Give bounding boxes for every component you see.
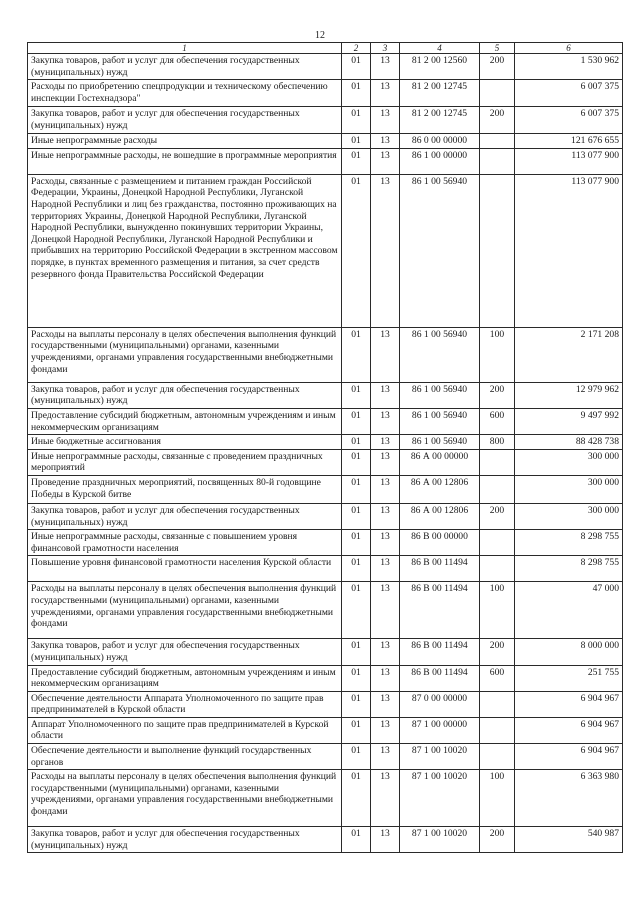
col-header-amount: 6 xyxy=(515,43,623,54)
amount-cell: 8 000 000 xyxy=(515,639,623,665)
subsection-cell: 13 xyxy=(371,717,400,743)
amount-cell: 1 530 962 xyxy=(515,54,623,80)
section-cell: 01 xyxy=(342,556,371,582)
section-cell: 01 xyxy=(342,691,371,717)
expense-type-cell: 600 xyxy=(480,408,515,434)
subsection-cell: 13 xyxy=(371,691,400,717)
expense-name-cell: Предоставление субсидий бюджетным, автономным учреждениям и иным некоммерческим организациям xyxy=(28,665,342,691)
table-row xyxy=(28,449,623,475)
table-row xyxy=(28,54,623,80)
col-header-section: 2 xyxy=(342,43,371,54)
expense-name-cell: Закупка товаров, работ и услуг для обеспечения государственных (муниципальных) нужд xyxy=(28,827,342,853)
expense-type-cell: 600 xyxy=(480,665,515,691)
table-body xyxy=(28,54,623,853)
table-row xyxy=(28,408,623,434)
subsection-cell: 13 xyxy=(371,174,400,327)
expense-type-cell: 200 xyxy=(480,382,515,408)
expense-name-cell: Расходы на выплаты персоналу в целях обеспечения выполнения функций государственными (муниципальными) органами, казенными учреждениями, органами управления государственными внебюджетными фондами xyxy=(28,582,342,639)
target-article-cell: 86 В 00 11494 xyxy=(400,582,480,639)
expense-name-cell: Иные непрограммные расходы, связанные с повышением уровня финансовой грамотности населения xyxy=(28,530,342,556)
amount-cell: 300 000 xyxy=(515,475,623,503)
expense-type-cell: 100 xyxy=(480,770,515,827)
amount-cell: 8 298 755 xyxy=(515,530,623,556)
table-row xyxy=(28,327,623,382)
section-cell: 01 xyxy=(342,107,371,134)
amount-cell: 12 979 962 xyxy=(515,382,623,408)
target-article-cell: 87 1 00 00000 xyxy=(400,717,480,743)
section-cell: 01 xyxy=(342,582,371,639)
section-cell: 01 xyxy=(342,449,371,475)
expense-type-cell: 200 xyxy=(480,107,515,134)
col-header-expense-type: 5 xyxy=(480,43,515,54)
subsection-cell: 13 xyxy=(371,582,400,639)
expense-type-cell: 200 xyxy=(480,639,515,665)
amount-cell: 540 987 xyxy=(515,827,623,853)
amount-cell: 6 904 967 xyxy=(515,691,623,717)
expense-type-cell xyxy=(480,134,515,149)
expense-type-cell: 800 xyxy=(480,435,515,450)
col-header-name: 1 xyxy=(28,43,342,54)
expense-name-cell: Аппарат Уполномоченного по защите прав предпринимателей в Курской области xyxy=(28,717,342,743)
target-article-cell: 87 1 00 10020 xyxy=(400,744,480,770)
target-article-cell: 86 В 00 11494 xyxy=(400,556,480,582)
subsection-cell: 13 xyxy=(371,530,400,556)
target-article-cell: 81 2 00 12560 xyxy=(400,54,480,80)
amount-cell: 113 077 900 xyxy=(515,148,623,174)
section-cell: 01 xyxy=(342,827,371,853)
expense-name-cell: Закупка товаров, работ и услуг для обеспечения государственных (муниципальных) нужд xyxy=(28,503,342,529)
target-article-cell: 86 1 00 56940 xyxy=(400,327,480,382)
expense-name-cell: Обеспечение деятельности Аппарата Уполномоченного по защите прав предпринимателей в Курской области xyxy=(28,691,342,717)
section-cell: 01 xyxy=(342,770,371,827)
target-article-cell: 87 1 00 10020 xyxy=(400,770,480,827)
expense-name-cell: Закупка товаров, работ и услуг для обеспечения государственных (муниципальных) нужд xyxy=(28,107,342,134)
target-article-cell: 81 2 00 12745 xyxy=(400,107,480,134)
section-cell: 01 xyxy=(342,665,371,691)
table-row xyxy=(28,80,623,107)
table-row xyxy=(28,475,623,503)
expense-type-cell xyxy=(480,717,515,743)
col-header-target-article: 4 xyxy=(400,43,480,54)
section-cell: 01 xyxy=(342,717,371,743)
amount-cell: 251 755 xyxy=(515,665,623,691)
target-article-cell: 86 А 00 12806 xyxy=(400,503,480,529)
target-article-cell: 86 В 00 11494 xyxy=(400,665,480,691)
subsection-cell: 13 xyxy=(371,770,400,827)
expense-name-cell: Расходы на выплаты персоналу в целях обеспечения выполнения функций государственными (муниципальными) органами, казенными учреждениями, органами управления государственными внебюджетными фондами xyxy=(28,327,342,382)
expense-name-cell: Проведение праздничных мероприятий, посвященных 80-й годовщине Победы в Курской битве xyxy=(28,475,342,503)
target-article-cell: 87 1 00 10020 xyxy=(400,827,480,853)
expense-type-cell xyxy=(480,556,515,582)
subsection-cell: 13 xyxy=(371,639,400,665)
table-row xyxy=(28,556,623,582)
subsection-cell: 13 xyxy=(371,435,400,450)
table-row xyxy=(28,530,623,556)
expense-name-cell: Обеспечение деятельности и выполнение функций государственных органов xyxy=(28,744,342,770)
target-article-cell: 86 1 00 00000 xyxy=(400,148,480,174)
expense-name-cell: Закупка товаров, работ и услуг для обеспечения государственных (муниципальных) нужд xyxy=(28,54,342,80)
target-article-cell: 86 1 00 56940 xyxy=(400,435,480,450)
target-article-cell: 81 2 00 12745 xyxy=(400,80,480,107)
table-row xyxy=(28,691,623,717)
table-row xyxy=(28,382,623,408)
table-row xyxy=(28,744,623,770)
expense-type-cell: 200 xyxy=(480,54,515,80)
expense-name-cell: Закупка товаров, работ и услуг для обеспечения государственных (муниципальных) нужд xyxy=(28,639,342,665)
target-article-cell: 87 0 00 00000 xyxy=(400,691,480,717)
subsection-cell: 13 xyxy=(371,80,400,107)
table-row xyxy=(28,503,623,529)
expense-type-cell: 200 xyxy=(480,503,515,529)
section-cell: 01 xyxy=(342,475,371,503)
subsection-cell: 13 xyxy=(371,827,400,853)
expense-type-cell xyxy=(480,691,515,717)
expense-name-cell: Закупка товаров, работ и услуг для обеспечения государственных (муниципальных) нужд xyxy=(28,382,342,408)
section-cell: 01 xyxy=(342,174,371,327)
target-article-cell: 86 А 00 12806 xyxy=(400,475,480,503)
subsection-cell: 13 xyxy=(371,744,400,770)
amount-cell: 121 676 655 xyxy=(515,134,623,149)
section-cell: 01 xyxy=(342,134,371,149)
target-article-cell: 86 1 00 56940 xyxy=(400,174,480,327)
expense-type-cell xyxy=(480,148,515,174)
expense-type-cell xyxy=(480,475,515,503)
expense-name-cell: Расходы по приобретению спецпродукции и техническому обеспечению инспекции Гостехнадзора" xyxy=(28,80,342,107)
table-row xyxy=(28,582,623,639)
subsection-cell: 13 xyxy=(371,503,400,529)
expense-type-cell xyxy=(480,174,515,327)
section-cell: 01 xyxy=(342,54,371,80)
subsection-cell: 13 xyxy=(371,475,400,503)
expense-type-cell: 100 xyxy=(480,327,515,382)
target-article-cell: 86 А 00 00000 xyxy=(400,449,480,475)
table-row xyxy=(28,107,623,134)
target-article-cell: 86 В 00 11494 xyxy=(400,639,480,665)
expense-name-cell: Расходы на выплаты персоналу в целях обеспечения выполнения функций государственными (муниципальными) органами, казенными учреждениями, органами управления государственными внебюджетными фондами xyxy=(28,770,342,827)
table-row xyxy=(28,174,623,327)
table-row xyxy=(28,639,623,665)
expense-type-cell xyxy=(480,449,515,475)
table-row xyxy=(28,770,623,827)
subsection-cell: 13 xyxy=(371,107,400,134)
amount-cell: 6 904 967 xyxy=(515,744,623,770)
page-number: 12 xyxy=(315,30,325,41)
amount-cell: 2 171 208 xyxy=(515,327,623,382)
expense-type-cell xyxy=(480,80,515,107)
amount-cell: 113 077 900 xyxy=(515,174,623,327)
budget-table xyxy=(27,42,623,853)
section-cell: 01 xyxy=(342,408,371,434)
table-row xyxy=(28,134,623,149)
expense-name-cell: Повышение уровня финансовой грамотности населения Курской области xyxy=(28,556,342,582)
section-cell: 01 xyxy=(342,148,371,174)
subsection-cell: 13 xyxy=(371,327,400,382)
section-cell: 01 xyxy=(342,435,371,450)
table-header xyxy=(28,43,623,54)
section-cell: 01 xyxy=(342,530,371,556)
expense-name-cell: Предоставление субсидий бюджетным, автономным учреждениям и иным некоммерческим организациям xyxy=(28,408,342,434)
amount-cell: 6 007 375 xyxy=(515,80,623,107)
target-article-cell: 86 1 00 56940 xyxy=(400,408,480,434)
amount-cell: 6 007 375 xyxy=(515,107,623,134)
amount-cell: 6 363 980 xyxy=(515,770,623,827)
col-header-subsection: 3 xyxy=(371,43,400,54)
column-number-row xyxy=(28,43,623,54)
amount-cell: 9 497 992 xyxy=(515,408,623,434)
table-row xyxy=(28,148,623,174)
expense-type-cell xyxy=(480,744,515,770)
subsection-cell: 13 xyxy=(371,556,400,582)
amount-cell: 47 000 xyxy=(515,582,623,639)
amount-cell: 8 298 755 xyxy=(515,556,623,582)
table-row xyxy=(28,435,623,450)
table-row xyxy=(28,717,623,743)
subsection-cell: 13 xyxy=(371,665,400,691)
expense-type-cell xyxy=(480,530,515,556)
expense-name-cell: Расходы, связанные с размещением и питанием граждан Российской Федерации, Украины, Донецкой Народной Республики, Луганской Народной Республики и лиц без гражданства, постоянно проживающих на территориях Украины, Донецкой Народной Республики, Луганской Народной Республики, вынужденно покинувших территории Украины, Донецкой Народной Республики, Луганской Народной Республики и прибывших на территорию Российской Федерации в экстренном массовом порядке, в пунктах временного размещения и питания, за счет средств резервного фонда Правительства Российской Федерации xyxy=(28,174,342,327)
target-article-cell: 86 0 00 00000 xyxy=(400,134,480,149)
subsection-cell: 13 xyxy=(371,408,400,434)
section-cell: 01 xyxy=(342,327,371,382)
subsection-cell: 13 xyxy=(371,148,400,174)
expense-name-cell: Иные бюджетные ассигнования xyxy=(28,435,342,450)
expense-type-cell: 100 xyxy=(480,582,515,639)
amount-cell: 88 428 738 xyxy=(515,435,623,450)
section-cell: 01 xyxy=(342,744,371,770)
target-article-cell: 86 1 00 56940 xyxy=(400,382,480,408)
subsection-cell: 13 xyxy=(371,134,400,149)
expense-name-cell: Иные непрограммные расходы xyxy=(28,134,342,149)
table-row xyxy=(28,827,623,853)
section-cell: 01 xyxy=(342,503,371,529)
amount-cell: 300 000 xyxy=(515,449,623,475)
target-article-cell: 86 В 00 00000 xyxy=(400,530,480,556)
expense-name-cell: Иные непрограммные расходы, связанные с проведением праздничных мероприятий xyxy=(28,449,342,475)
expense-name-cell: Иные непрограммные расходы, не вошедшие в программные мероприятия xyxy=(28,148,342,174)
subsection-cell: 13 xyxy=(371,54,400,80)
table-row xyxy=(28,665,623,691)
section-cell: 01 xyxy=(342,80,371,107)
subsection-cell: 13 xyxy=(371,449,400,475)
amount-cell: 6 904 967 xyxy=(515,717,623,743)
amount-cell: 300 000 xyxy=(515,503,623,529)
section-cell: 01 xyxy=(342,382,371,408)
expense-type-cell: 200 xyxy=(480,827,515,853)
section-cell: 01 xyxy=(342,639,371,665)
subsection-cell: 13 xyxy=(371,382,400,408)
